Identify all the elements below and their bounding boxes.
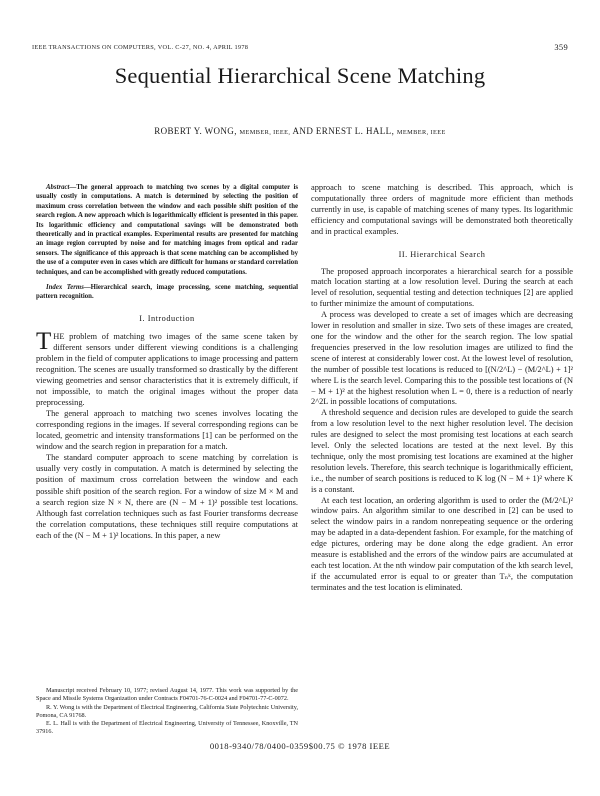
intro-paragraph-2: The general approach to matching two scenes involves locating the corresponding regions in the images. If several corresponding regions can be located, geometric and intensity transformations [1] can be performed on the window and the search region in preparation for a match. (36, 409, 298, 452)
journal-name: IEEE TRANSACTIONS ON COMPUTERS, VOL. C-27, NO. 4, APRIL 1978 (32, 44, 249, 51)
running-head (32, 42, 568, 54)
author-line (0, 126, 600, 136)
author-2-name: ERNEST L. HALL, (315, 126, 395, 136)
intro-paragraph-1-text: HE problem of matching two images of the same scene taken by different sensors under different viewing conditions is a challenging problem in the field of computer applications to image processing and pattern recognition. The scenes are usually transformed so drastically by the different viewing geometries and sensor characteristics that it is extremely difficult, if not impossible, to match the original images without the proper data preprocessing. (36, 331, 298, 408)
section-heading-hierarchical-search: II. Hierarchical Search (398, 249, 486, 259)
author-2-membership: MEMBER, IEEE (396, 129, 446, 136)
footnote-author-2: E. L. Hall is with the Department of Electrical Engineering, University of Tennessee, Knoxville, TN 37916. (36, 720, 298, 736)
search-paragraph-2: A process was developed to create a set of images which are decreasing lower in resolution and smaller in size. Two sets of these images are created, one for the window and the other for the search region. The low spatial frequencies preserved in the low resolution images are utilized to find the scene of interest at considerably lower cost. At the lowest level of resolution, the number of possible test locations is reduced to [(N/2^L) − (M/2^L) + 1]² where L is the search level. Comparing this to the possible test locations of (N − M + 1)² at the highest resolution when L = 0, there is a reduction of nearly 2^2L in possible locations of computations. (311, 310, 573, 407)
paper-title: Sequential Hierarchical Scene Matching (114, 63, 486, 88)
author-1-name: ROBERT Y. WONG, (154, 126, 237, 136)
abstract (36, 183, 298, 277)
footnotes (36, 687, 298, 737)
footnote-author-1: R. Y. Wong is with the Department of Electrical Engineering, California State Polytechnic University, Pomona, CA 91768. (36, 703, 298, 719)
intro-paragraph-continued: approach to scene matching is described. This approach, which is computationally three orders of magnitude more efficient than methods currently in use, is capable of matching scenes of many types. Its logarithmic efficiency and computational savings will be demonstrated both theoretically and in practical examples. (311, 183, 573, 236)
author-1-membership: MEMBER, IEEE, (239, 129, 291, 136)
author-conjunction: AND (292, 126, 314, 136)
index-terms-text: —Hierarchical search, image processing, scene matching, sequential pattern recognition. (36, 284, 299, 301)
intro-paragraph-1 (36, 327, 298, 408)
section-heading-introduction: I. Introduction (139, 313, 195, 323)
index-terms-lead: Index Terms (46, 284, 84, 292)
footnote-manuscript: Manuscript received February 10, 1977; revised August 14, 1977. This work was supported by the Space and Missile Systems Organization under Contracts F04701-76-C-0024 and F04701-77-C-0072. (36, 687, 298, 703)
index-terms (36, 283, 298, 302)
search-paragraph-1: The proposed approach incorporates a hierarchical search for a possible match location starting at a low resolution level. During the search at each level of resolution, sequential testing and detection techniques [2] are applied to further minimize the amount of computations. (311, 266, 573, 309)
intro-paragraph-3: The standard computer approach to scene matching by correlation is usually very costly in computation. A match is determined by selecting the position of maximum cross correlation between the window and each possible shift position of the search region. For a window of size M × M and a search region size N × N, there are (N − M + 1)² possible test locations. Although fast correlation techniques such as fast Fourier transforms decrease the correlation computations, these techniques still require computations at each of the (N − M + 1)² locations. In this paper, a new (36, 453, 298, 540)
abstract-text: —The general approach to matching two scenes by a digital computer is usually costly in computations. A match is determined by selecting the position of maximum cross correlation between the window and each possible shift position of the search region. A new approach which is logarithmically efficient is presented in this paper. Its logarithmic efficiency and computational savings will be demonstrated both theoretically and in practical examples. Experimental results are presented for matching an image region corrupted by noise and for matching images from optical and radar sensors. The significance of this approach is that scene matching can be accomplished by the use of a computer even in cases which are difficult for humans or standard correlation techniques, and can be accomplished with greatly reduced computations. (36, 184, 298, 276)
search-paragraph-4: At each test location, an ordering algorithm is used to order the (M/2^L)² window pairs. An algorithm similar to one described in [2] can be used to select the window pairs in a random nonrepeating sequence or the ordering may be adapted in a data-dependent fashion. For example, for the matching of edge pictures, ordering may be done along the edge gradient. An error measure is established and the errors of the window pairs are accumulated at each test location. At the nth window pair computation of the kth search level, if the accumulated error is equal to or greater than Tₙᵏ, the computation terminates and the test location is eliminated. (311, 495, 573, 592)
right-column (311, 183, 573, 594)
abstract-lead: Abstract (46, 184, 70, 191)
page-number: 359 (554, 42, 568, 52)
left-column (36, 183, 298, 541)
search-paragraph-3: A threshold sequence and decision rules are developed to guide the search from a low resolution level to the next higher resolution level. The decision rules are designed to select the most promising test locations at each search level. Only the selected locations are tested at the next level. By this technique, only the most promising test locations are examined at the higher resolution levels. Therefore, this search technique is logarithmically efficient, i.e., the number of search positions is reduced to K log (N − M + 1)² where K is a constant. (311, 408, 573, 494)
drop-cap: T (36, 327, 52, 355)
copyright-footer: 0018-9340/78/0400-0359$00.75 © 1978 IEEE (209, 741, 391, 751)
